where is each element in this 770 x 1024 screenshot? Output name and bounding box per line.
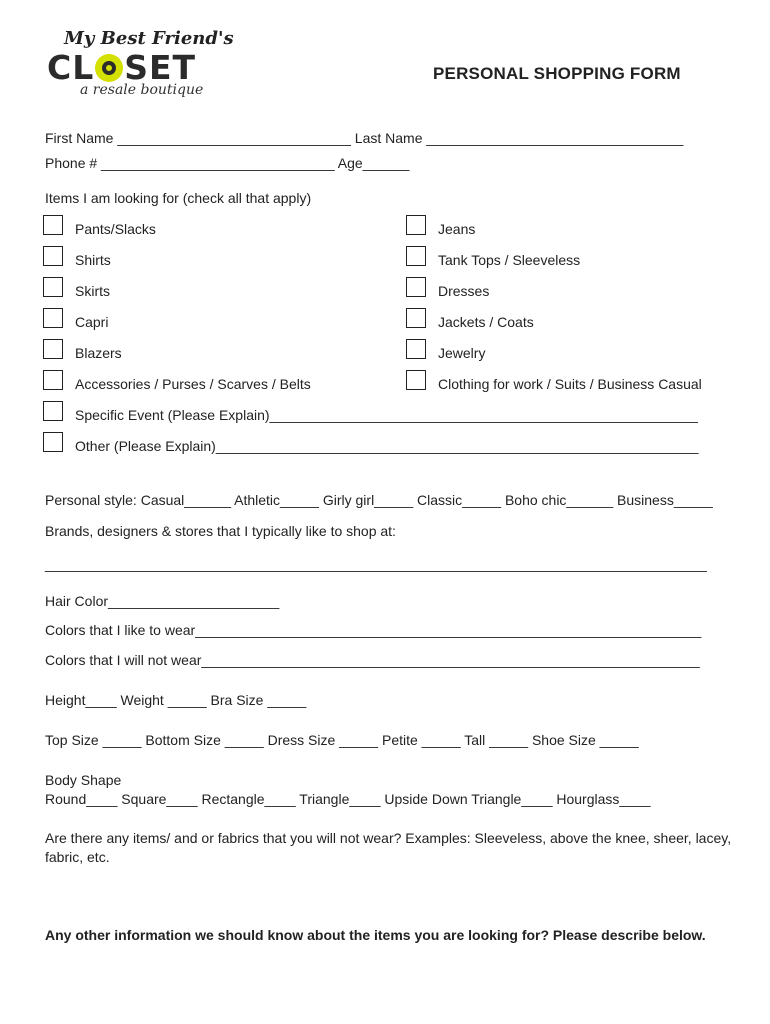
specific-event-checkbox[interactable] bbox=[43, 401, 63, 421]
item-left-checkbox[interactable] bbox=[43, 215, 63, 235]
item-right-checkbox[interactable] bbox=[406, 277, 426, 297]
personal-style-line[interactable]: Personal style: Casual______ Athletic_____ Girly girl_____ Classic_____ Boho chic______ Business_____ bbox=[45, 492, 713, 508]
logo-top-text: My Best Friend's bbox=[64, 28, 234, 49]
item-right-label[interactable]: Tank Tops / Sleeveless bbox=[438, 252, 581, 268]
item-right-checkbox[interactable] bbox=[406, 308, 426, 328]
item-left-checkbox[interactable] bbox=[43, 308, 63, 328]
item-left-label[interactable]: Capri bbox=[75, 314, 109, 330]
other-label[interactable]: Other (Please Explain)______________________________________________________________ bbox=[75, 438, 699, 454]
item-left-checkbox[interactable] bbox=[43, 339, 63, 359]
brands-label: Brands, designers & stores that I typically like to shop at: bbox=[45, 523, 396, 539]
fabrics-question-line1: Are there any items/ and or fabrics that you will not wear? Examples: Sleeveless, above the knee, sheer, lacey, bbox=[45, 830, 732, 846]
item-right-checkbox[interactable] bbox=[406, 215, 426, 235]
items-heading: Items I am looking for (check all that apply) bbox=[45, 190, 312, 206]
button-logo-icon bbox=[95, 54, 123, 82]
item-right-label[interactable]: Jackets / Coats bbox=[438, 314, 534, 330]
item-left-label[interactable]: Pants/Slacks bbox=[75, 221, 156, 237]
item-right-label[interactable]: Jewelry bbox=[438, 345, 486, 361]
item-left-checkbox[interactable] bbox=[43, 277, 63, 297]
specific-event-label[interactable]: Specific Event (Please Explain)_______________________________________________________ bbox=[75, 407, 698, 423]
sizes-line[interactable]: Top Size _____ Bottom Size _____ Dress Size _____ Petite _____ Tall _____ Shoe Size _____ bbox=[45, 732, 639, 748]
other-info-question: Any other information we should know about the items you are looking for? Please describe below. bbox=[45, 927, 706, 943]
item-right-checkbox[interactable] bbox=[406, 370, 426, 390]
item-left-label[interactable]: Shirts bbox=[75, 252, 111, 268]
item-left-label[interactable]: Accessories / Purses / Scarves / Belts bbox=[75, 376, 311, 392]
item-left-checkbox[interactable] bbox=[43, 370, 63, 390]
logo-main-left: CL bbox=[47, 48, 95, 87]
brands-line[interactable]: _____________________________________________________________________________________ bbox=[45, 556, 707, 572]
height-weight-line[interactable]: Height____ Weight _____ Bra Size _____ bbox=[45, 692, 307, 708]
name-line[interactable]: First Name ______________________________ Last Name _________________________________ bbox=[45, 130, 684, 146]
item-left-label[interactable]: Skirts bbox=[75, 283, 110, 299]
body-shape-label: Body Shape bbox=[45, 772, 122, 788]
item-right-checkbox[interactable] bbox=[406, 339, 426, 359]
item-right-label[interactable]: Jeans bbox=[438, 221, 476, 237]
item-right-label[interactable]: Clothing for work / Suits / Business Casual bbox=[438, 376, 702, 392]
colors-not-line[interactable]: Colors that I will not wear________________________________________________________________ bbox=[45, 652, 700, 668]
hair-color-line[interactable]: Hair Color______________________ bbox=[45, 593, 280, 609]
item-left-checkbox[interactable] bbox=[43, 246, 63, 266]
colors-like-line[interactable]: Colors that I like to wear_________________________________________________________________ bbox=[45, 622, 702, 638]
item-left-label[interactable]: Blazers bbox=[75, 345, 122, 361]
body-shape-line[interactable]: Round____ Square____ Rectangle____ Triangle____ Upside Down Triangle____ Hourglass____ bbox=[45, 791, 651, 807]
item-right-label[interactable]: Dresses bbox=[438, 283, 490, 299]
logo-main-right: SET bbox=[124, 48, 197, 87]
other-checkbox[interactable] bbox=[43, 432, 63, 452]
phone-age-line[interactable]: Phone # ______________________________ Age______ bbox=[45, 155, 410, 171]
form-title: PERSONAL SHOPPING FORM bbox=[433, 64, 681, 83]
logo-sub-text: a resale boutique bbox=[80, 82, 204, 98]
fabrics-question-line2: fabric, etc. bbox=[45, 849, 110, 865]
item-right-checkbox[interactable] bbox=[406, 246, 426, 266]
